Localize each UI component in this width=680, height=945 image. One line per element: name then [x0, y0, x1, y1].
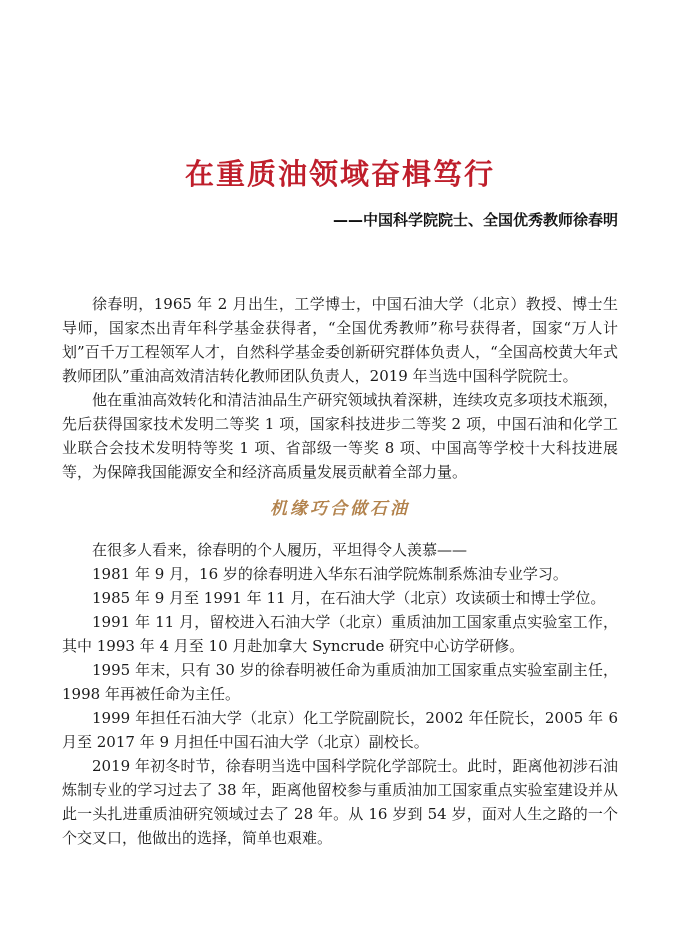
body-paragraph: 1991 年 11 月，留校进入石油大学（北京）重质油加工国家重点实验室工作，其中 1993 年 4 月至 10 月赴加拿大 Syncrude 研究中心访学研修。 — [62, 613, 618, 655]
body-paragraph: 2019 年初冬时节，徐春明当选中国科学院化学部院士。此时，距离他初涉石油炼制专业的学习过去了 38 年，距离他留校参与重质油加工国家重点实验室建设并从此一头扎进重质油研究领域过去了 28 年。从 16 岁到 54 岁，面对人生之路的一个个交叉口，他做出的选择，简单也艰难。 — [62, 757, 618, 847]
body-paragraph: 1999 年担任石油大学（北京）化工学院副院长，2002 年任院长，2005 年 6 月至 2017 年 9 月担任中国石油大学（北京）副校长。 — [62, 709, 618, 751]
intro-paragraph: 徐春明，1965 年 2 月出生，工学博士，中国石油大学（北京）教授、博士生导师，国家杰出青年科学基金获得者，“全国优秀教师”称号获得者，国家“万人计划”百千万工程领军人才，自然科学基金委创新研究群体负责人，“全国高校黄大年式教师团队”重油高效清洁转化教师团队负责人，2019 年当选中国科学院院士。 — [62, 295, 618, 385]
body-paragraph: 在很多人看来，徐春明的个人履历，平坦得令人羡慕—— — [92, 541, 468, 559]
article-body — [62, 292, 618, 850]
page-content — [0, 152, 680, 850]
section-heading: 机缘巧合做石油 — [270, 499, 410, 519]
byline-subtitle: ——中国科学院院士、全国优秀教师徐春明 — [332, 211, 618, 229]
page-title: 在重质油领域奋楫笃行 — [184, 157, 495, 191]
body-paragraph: 1995 年末，只有 30 岁的徐春明被任命为重质油加工国家重点实验室副主任，1998 年再被任命为主任。 — [62, 661, 618, 703]
intro-paragraph: 他在重油高效转化和清洁油品生产研究领域执着深耕，连续攻克多项技术瓶颈，先后获得国家技术发明二等奖 1 项，国家科技进步二等奖 2 项，中国石油和化学工业联合会技术发明特等奖 1 项、省部级一等奖 8 项、中国高等学校十大科技进展等，为保障我国能源安全和经济高质量发展贡献着全部力量。 — [62, 391, 618, 481]
body-paragraph: 1985 年 9 月至 1991 年 11 月，在石油大学（北京）攻读硕士和博士学位。 — [92, 589, 606, 607]
body-paragraph: 1981 年 9 月，16 岁的徐春明进入华东石油学院炼制系炼油专业学习。 — [92, 565, 568, 583]
